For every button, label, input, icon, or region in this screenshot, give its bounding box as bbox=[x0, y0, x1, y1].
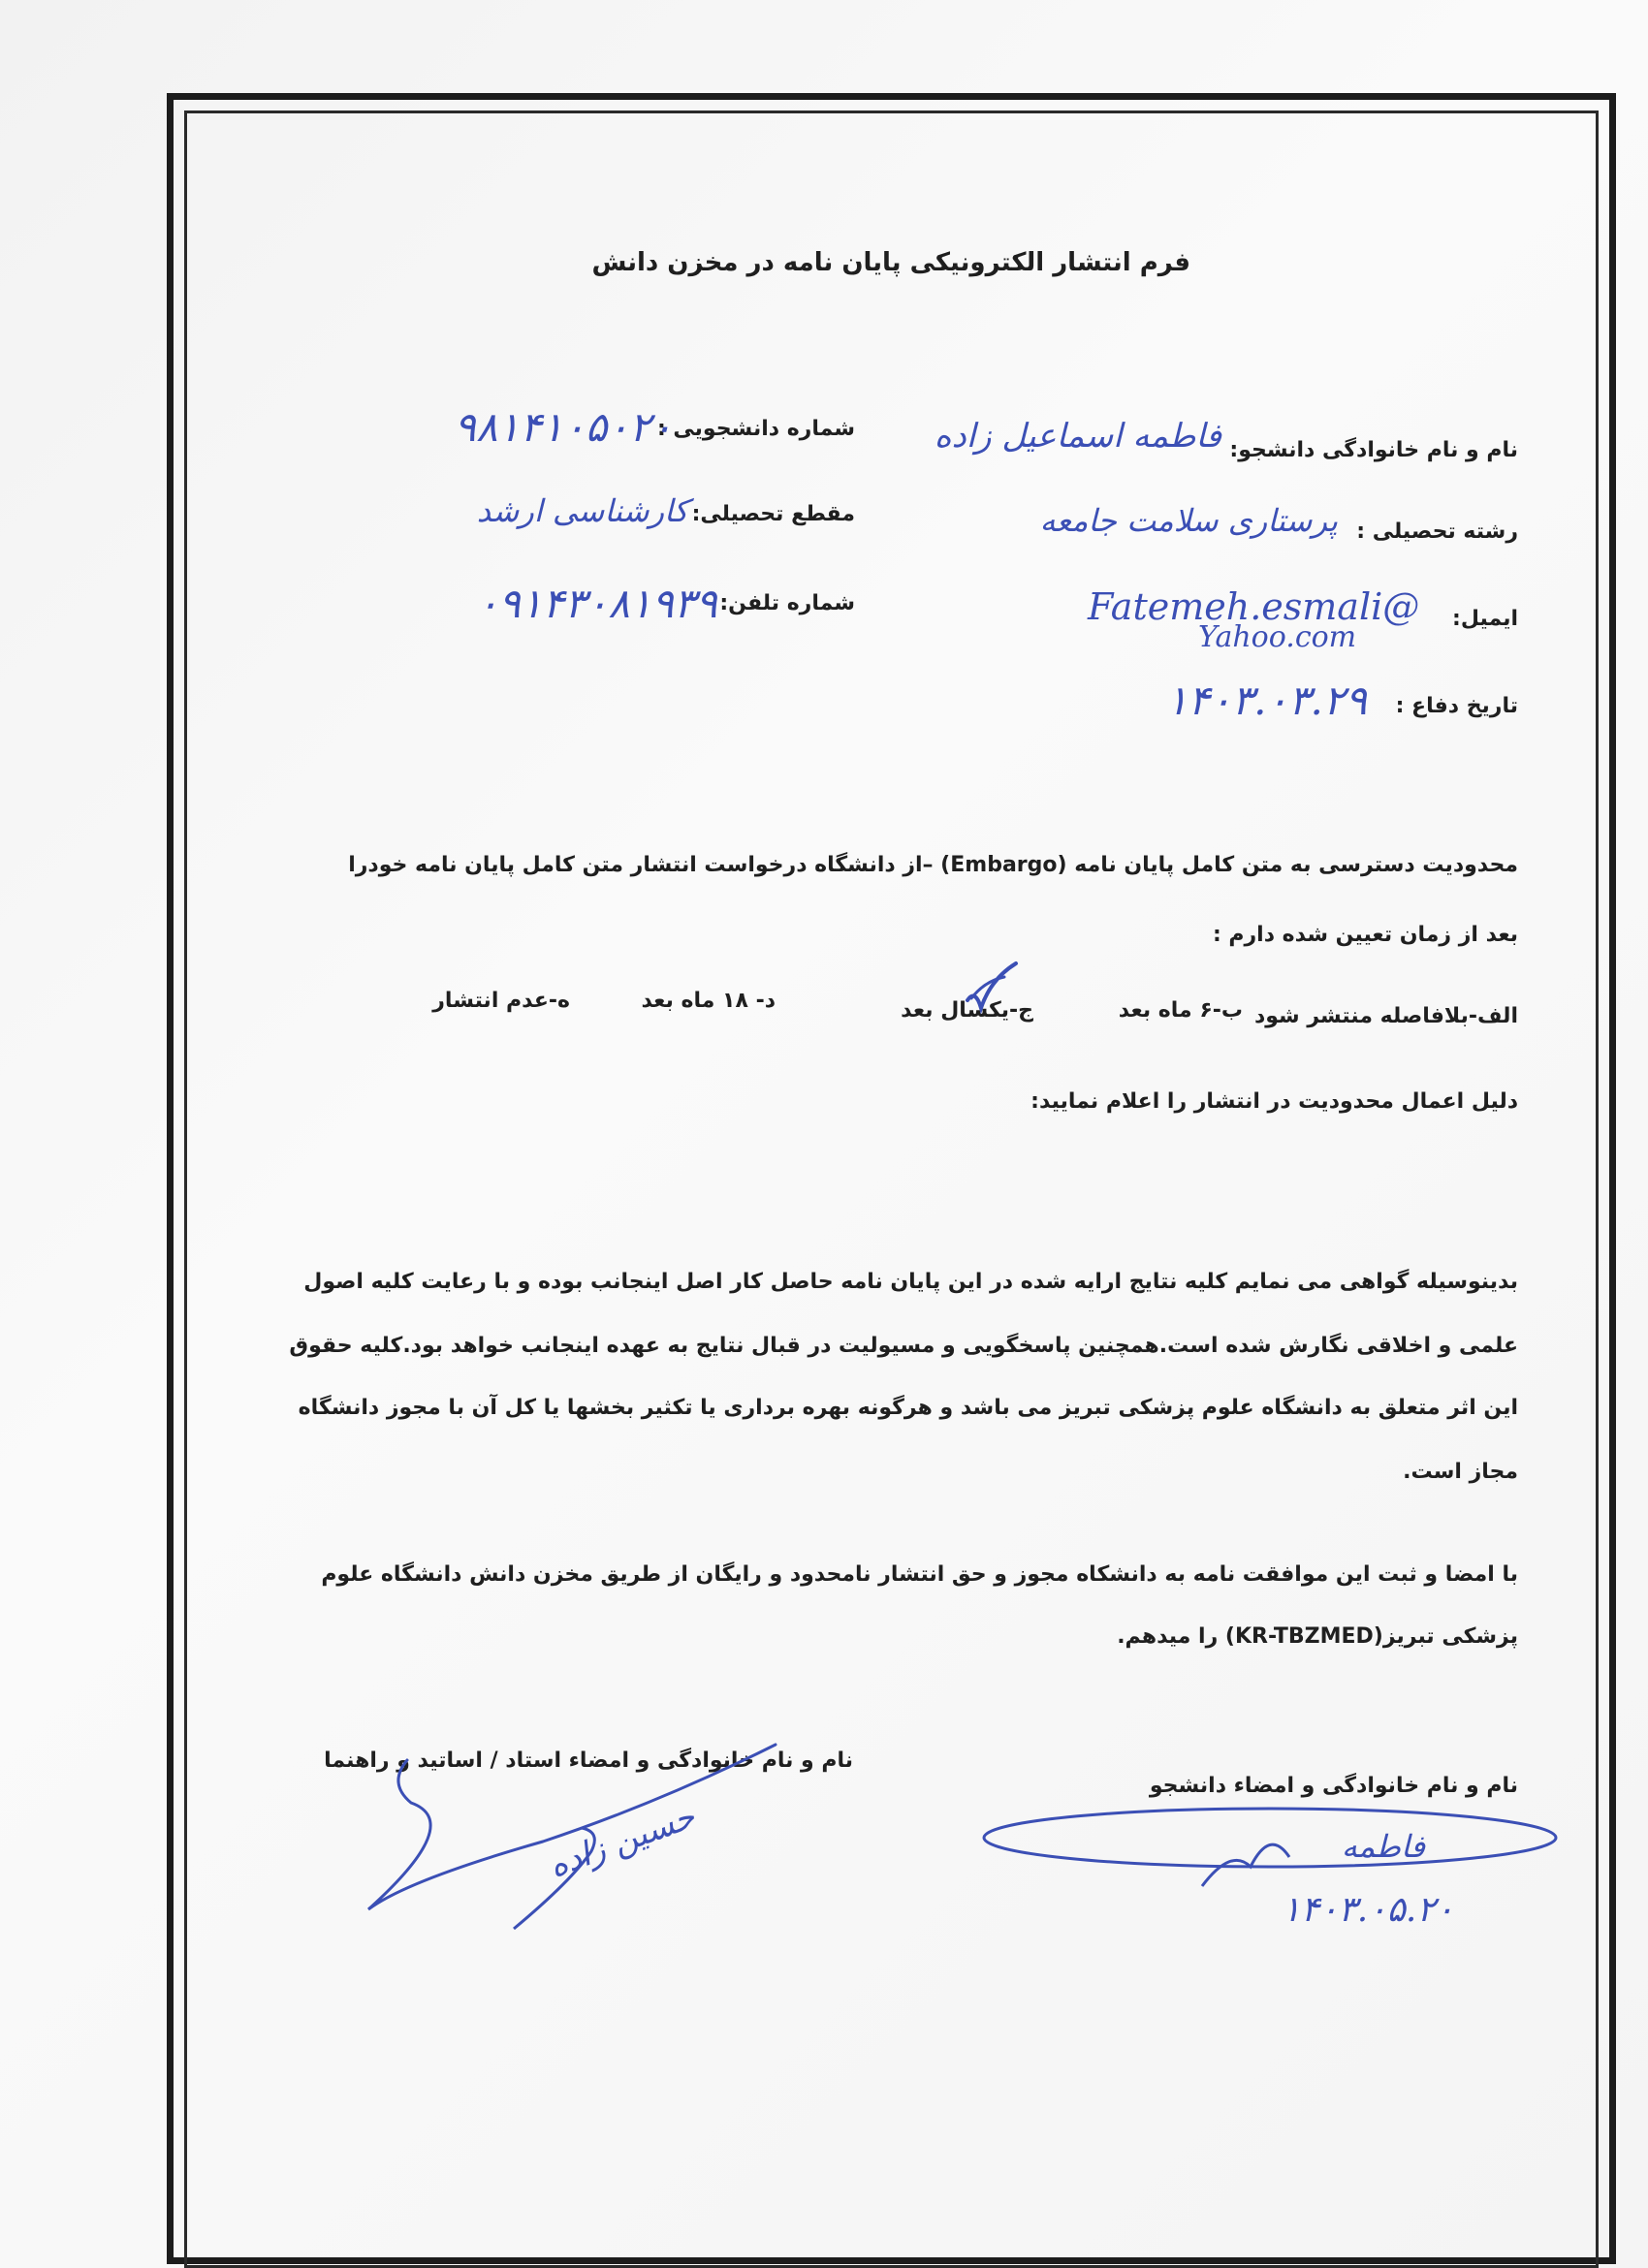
advisor-handwritten-name: حسین زاده bbox=[543, 1797, 701, 1886]
degree-label: مقطع تحصیلی: bbox=[691, 502, 855, 526]
declaration-line-1: بدینوسیله گواهی می نمایم کلیه نتایج ارایه شده در این پایان نامه حاصل کار اصل اینجانب بوده و با رعایت کلیه اصول bbox=[303, 1270, 1518, 1294]
field-of-study-label: رشته تحصیلی : bbox=[1356, 520, 1518, 544]
phone-label: شماره تلفن: bbox=[719, 591, 855, 615]
student-signature-label: نام و نام خانوادگی و امضاء دانشجو bbox=[1149, 1774, 1518, 1798]
embargo-text-line2: بعد از زمان تعیین شده دارم : bbox=[1212, 923, 1518, 947]
declaration-line-5: با امضا و ثبت این موافقت نامه به دانشکاه مجوز و حق انتشار نامحدود و رایگان از طریق مخزن دانش دانشگاه علوم bbox=[321, 1562, 1518, 1587]
student-handwritten-name: فاطمه bbox=[1341, 1828, 1425, 1865]
checkmark-icon bbox=[962, 960, 1020, 1018]
student-id-label: شماره دانشجویی : bbox=[656, 417, 855, 441]
student-signature bbox=[979, 1789, 1561, 1906]
student-signature-date: ۱۴۰۳.۰۵.۲۰ bbox=[1282, 1890, 1454, 1930]
degree-value: کارشناسی ارشد bbox=[476, 492, 688, 529]
declaration-line-6: پزشکی تبریز(KR-TBZMED) را میدهم. bbox=[1117, 1624, 1518, 1649]
name-value: فاطمه اسماعیل زاده bbox=[934, 417, 1221, 456]
phone-value: ۰۹۱۴۳۰۸۱۹۳۹ bbox=[476, 580, 717, 627]
email-label: ایمیل: bbox=[1452, 607, 1518, 631]
field-of-study-value: پرستاری سلامت جامعه bbox=[1039, 502, 1338, 539]
defense-date-value: ۱۴۰۳.۰۳.۲۹ bbox=[1165, 677, 1367, 724]
form-title: فرم انتشار الکترونیکی پایان نامه در مخزن دانش bbox=[591, 248, 1190, 277]
declaration-line-4: مجاز است. bbox=[1403, 1460, 1518, 1484]
embargo-reason-label: دلیل اعمال محدودیت در انتشار را اعلام نمایید: bbox=[1030, 1089, 1518, 1114]
embargo-option-b: ب-۶ ماه بعد bbox=[1118, 998, 1243, 1023]
embargo-option-d: د- ۱۸ ماه بعد bbox=[641, 989, 776, 1013]
advisor-signature-label: نام و نام خانوادگی و امضاء استاد / اساتید و راهنما bbox=[324, 1748, 853, 1773]
embargo-option-e: ه-عدم انتشار bbox=[432, 989, 570, 1013]
embargo-option-a: الف-بلافاصله منتشر شود bbox=[1253, 1004, 1518, 1028]
name-label: نام و نام خانوادگی دانشجو: bbox=[1229, 438, 1518, 462]
embargo-text-line1: محدودیت دسترسی به متن کامل پایان نامه (Embargo) –از دانشگاه درخواست انتشار متن کامل پایان نامه خودرا bbox=[348, 853, 1518, 877]
email-value-line2: Yahoo.com bbox=[1198, 620, 1357, 654]
declaration-line-2: علمی و اخلاقی نگارش شده است.همچنین پاسخگویی و مسیولیت در قبال نتایج به عهده اینجانب خواهد بود.کلیه حقوق bbox=[289, 1334, 1518, 1358]
email-value-line1: Fatemeh.esmali@ bbox=[1088, 585, 1420, 628]
student-id-value: ۹۸۱۴۱۰۵۰۲۰ bbox=[454, 403, 673, 451]
embargo-option-c: ج-یکسال بعد bbox=[901, 998, 1033, 1023]
declaration-line-3: این اثر متعلق به دانشگاه علوم پزشکی تبریز می باشد و هرگونه بهره برداری یا تکثیر بخشها یا کل آن با مجوز دانشگاه bbox=[298, 1396, 1518, 1420]
defense-date-label: تاریخ دفاع : bbox=[1395, 694, 1518, 718]
